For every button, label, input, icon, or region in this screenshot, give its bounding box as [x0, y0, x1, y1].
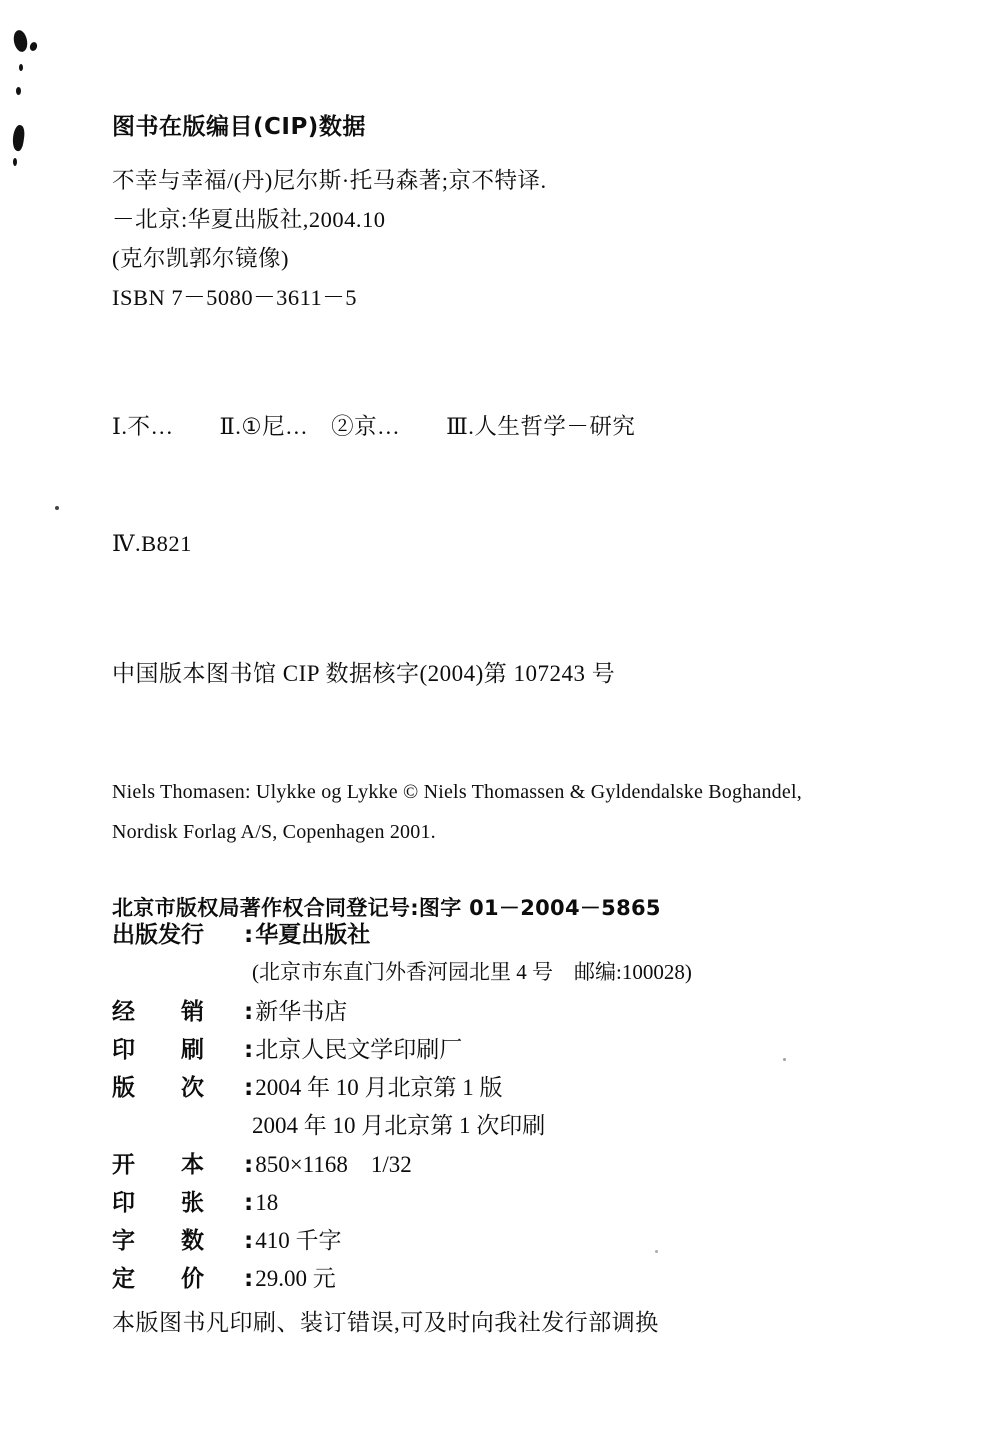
cip-entry-lines [112, 161, 912, 317]
colophon-label-printer: 印 刷 [112, 1037, 204, 1063]
original-credit-line-2: Nordisk Forlag A/S, Copenhagen 2001. [112, 821, 436, 843]
cip-block [112, 0, 912, 922]
colophon-value-wordcount: 410 千字 [255, 1228, 342, 1253]
colophon-row-format [112, 1147, 912, 1183]
cip-classification-line-1: Ⅰ.不… Ⅱ.①尼… ②京… Ⅲ.人生哲学－研究 [112, 414, 636, 439]
colophon-row-wordcount [112, 1223, 912, 1259]
copyright-registration-number: 北京市版权局著作权合同登记号:图字 01－2004－5865 [112, 896, 661, 920]
cip-line-series: (克尔凯郭尔镜像) [112, 246, 289, 271]
colophon-row-sheets [112, 1185, 912, 1221]
colophon-block [112, 918, 912, 1340]
colophon-row-printer [112, 1032, 912, 1068]
cip-heading: 图书在版编目(CIP)数据 [112, 114, 366, 140]
colophon-colon: : [244, 1266, 254, 1292]
colophon-value-publisher: 华夏出版社 [255, 922, 371, 948]
colophon-label-format: 开 本 [112, 1152, 204, 1178]
colophon-publisher-address: (北京市东直门外香河园北里 4 号 邮编:100028) [252, 960, 692, 984]
colophon-label-sheets: 印 张 [112, 1190, 204, 1216]
colophon-row-publisher [112, 918, 912, 953]
scan-artifact-mark [13, 158, 17, 166]
colophon-label-price: 定 价 [112, 1266, 204, 1292]
original-credit-line-1: Niels Thomasen: Ulykke og Lykke © Niels Thomassen & Gyldendalske Boghandel, [112, 781, 802, 803]
colophon-colon: : [244, 999, 254, 1025]
cip-line-isbn: ISBN 7－5080－3611－5 [112, 285, 358, 310]
original-edition-credit [112, 772, 912, 852]
colophon-label-publisher: 出版发行 [112, 922, 204, 948]
colophon-colon: : [244, 1152, 254, 1178]
colophon-row-price [112, 1261, 912, 1297]
cip-line-title: 不幸与幸福/(丹)尼尔斯·托马森著;京不特译. [112, 168, 547, 193]
scan-artifact-mark [19, 64, 23, 71]
scan-speck [55, 506, 59, 510]
cip-line-publisher: －北京:华夏出版社,2004.10 [112, 207, 386, 232]
cip-classification-line-2: Ⅳ.B821 [112, 531, 192, 556]
colophon-colon: : [244, 1228, 254, 1254]
scan-artifact-mark [16, 87, 21, 95]
cip-classification-block [112, 329, 912, 641]
colophon-row-edition [112, 1070, 912, 1106]
colophon-label-distributor: 经 销 [112, 999, 204, 1025]
colophon-exchange-note: 本版图书凡印刷、装订错误,可及时向我社发行部调换 [112, 1310, 659, 1335]
colophon-value-edition: 2004 年 10 月北京第 1 版 [255, 1075, 503, 1100]
colophon-value-sheets: 18 [255, 1190, 279, 1215]
colophon-value-distributor: 新华书店 [255, 999, 348, 1024]
scan-artifact-mark [29, 41, 39, 52]
colophon-label-edition: 版 次 [112, 1075, 204, 1101]
scan-artifact-mark [12, 29, 29, 53]
colophon-value-printer: 北京人民文学印刷厂 [255, 1037, 463, 1062]
colophon-colon: : [244, 1075, 254, 1101]
colophon-colon: : [244, 922, 254, 948]
scan-artifact-mark [11, 124, 26, 151]
cip-national-library-number: 中国版本图书馆 CIP 数据核字(2004)第 107243 号 [112, 661, 616, 686]
colophon-print-run: 2004 年 10 月北京第 1 次印刷 [252, 1113, 546, 1138]
colophon-value-price: 29.00 元 [255, 1266, 336, 1291]
colophon-row-distributor [112, 994, 912, 1030]
colophon-value-format: 850×1168 1/32 [255, 1152, 412, 1177]
colophon-colon: : [244, 1037, 254, 1063]
colophon-colon: : [244, 1190, 254, 1216]
colophon-label-wordcount: 字 数 [112, 1228, 204, 1254]
